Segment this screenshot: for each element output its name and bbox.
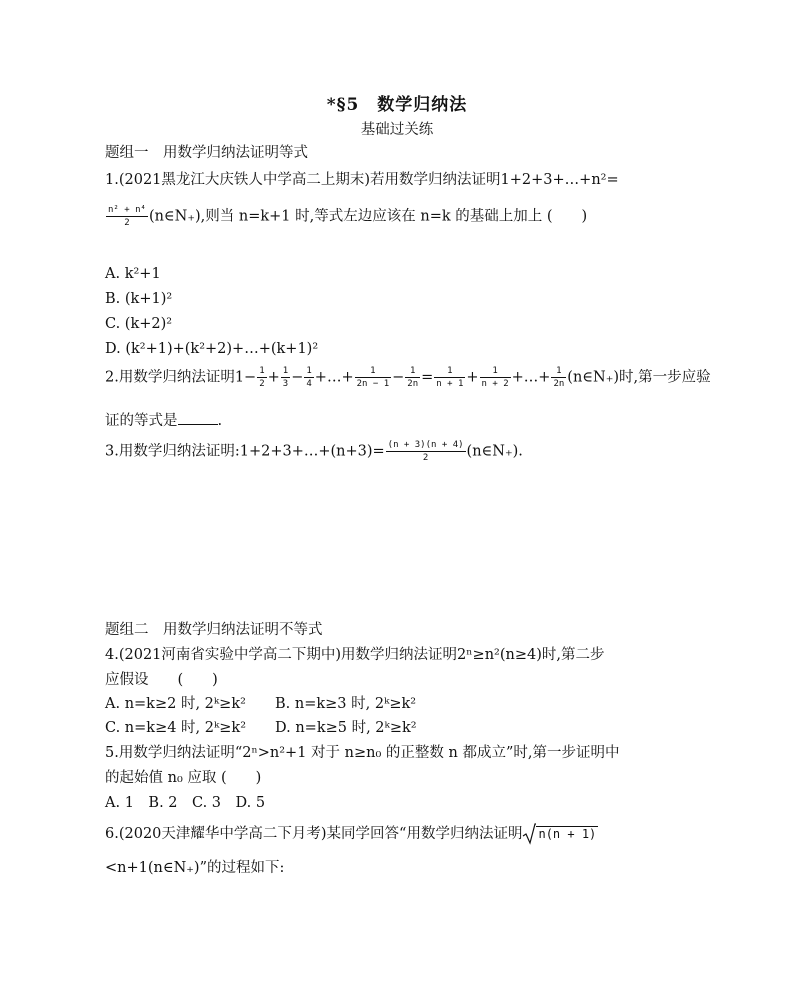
- section-title: *§5 数学归纳法: [326, 95, 468, 115]
- q1-option-a: A. k²+1: [105, 266, 161, 282]
- q4-option-c: C. n=k≥4 时, 2ᵏ≥k²: [105, 720, 247, 736]
- q4-option-d: D. n=k≥5 时, 2ᵏ≥k²: [275, 720, 417, 736]
- q5-line1: 5.用数学归纳法证明“2ⁿ>n²+1 对于 n≥n₀ 的正整数 n 都成立”时,第一步证明中: [105, 745, 620, 761]
- q6-line2: <n+1(n∈N₊)”的过程如下:: [105, 860, 285, 876]
- q5-line2: 的起始值 n₀ 应取 ( ): [105, 770, 262, 786]
- q4-option-b: B. n=k≥3 时, 2ᵏ≥k²: [275, 696, 417, 712]
- q4-line2: 应假设 ( ): [105, 672, 218, 688]
- q3-fraction: $\frac{(n + 3)(n + 4)}{2}$: [387, 440, 464, 463]
- group2-heading: 题组二 用数学归纳法证明不等式: [105, 622, 323, 638]
- q2-line2: 证的等式是 .: [105, 410, 222, 431]
- q2-frac-1: $\frac{1}{2}$: [259, 366, 265, 389]
- group1-heading: 题组一 用数学归纳法证明等式: [105, 145, 308, 161]
- q2-frac-5: $\frac{1}{2n}$: [407, 366, 419, 389]
- q1-line1: 1.(2021黑龙江大庆铁人中学高二上期末)若用数学归纳法证明1+2+3+…+n²=: [105, 172, 619, 188]
- q6-line1: 6.(2020天津耀华中学高二下月考)某同学回答“用数学归纳法证明 n(n + 1): [105, 823, 598, 845]
- q1-option-d: D. (k²+1)+(k²+2)+…+(k+1)²: [105, 341, 319, 357]
- q1-line2: $\frac{\text{n² + n⁴}}{2}$ (n∈N₊),则当 n=k+1 时,等式左边应该在 n=k 的基础上加上 ( ): [108, 205, 588, 228]
- q3-line: 3.用数学归纳法证明:1+2+3+…+(n+3)= $\frac{(n + 3)(n + 4)}{2}$ (n∈N₊).: [105, 440, 523, 463]
- answer-blank: [178, 410, 218, 425]
- q2-frac-7: $\frac{1}{n + 2}$: [481, 366, 509, 389]
- q2-frac-8: $\frac{1}{2n}$: [553, 366, 565, 389]
- q4-line1: 4.(2021河南省实验中学高二下期中)用数学归纳法证明2ⁿ≥n²(n≥4)时,第二步: [105, 647, 605, 663]
- q2-frac-6: $\frac{1}{n + 1}$: [436, 366, 464, 389]
- section-subtitle: 基础过关练: [360, 122, 434, 138]
- q1-option-c: C. (k+2)²: [105, 316, 173, 332]
- q1-fraction: $\frac{\text{n² + n⁴}}{2}$: [108, 205, 146, 228]
- q5-options: A. 1 B. 2 C. 3 D. 5: [105, 795, 266, 811]
- sqrt-symbol: n(n + 1): [522, 823, 598, 845]
- q2-frac-2: $\frac{1}{3}$: [282, 366, 289, 389]
- q1-option-b: B. (k+1)²: [105, 291, 173, 307]
- q2-frac-4: $\frac{1}{2n - 1}$: [356, 366, 390, 389]
- q2-frac-3: $\frac{1}{4}$: [306, 366, 312, 389]
- q2-line1: 2.用数学归纳法证明1− $\frac{1}{2}$ + $\frac{1}{3}$ − $\frac{1}{4}$ +…+ $\frac{1}{2n - 1}$ − $\frac{1}{2n}$ = $\frac{1}{n + 1}$ + $\frac{1}{n + 2}$ +…+ $\frac{1}{2n}$ (n∈N₊)时,第一步应验: [105, 366, 711, 389]
- q4-option-a: A. n=k≥2 时, 2ᵏ≥k²: [105, 696, 246, 712]
